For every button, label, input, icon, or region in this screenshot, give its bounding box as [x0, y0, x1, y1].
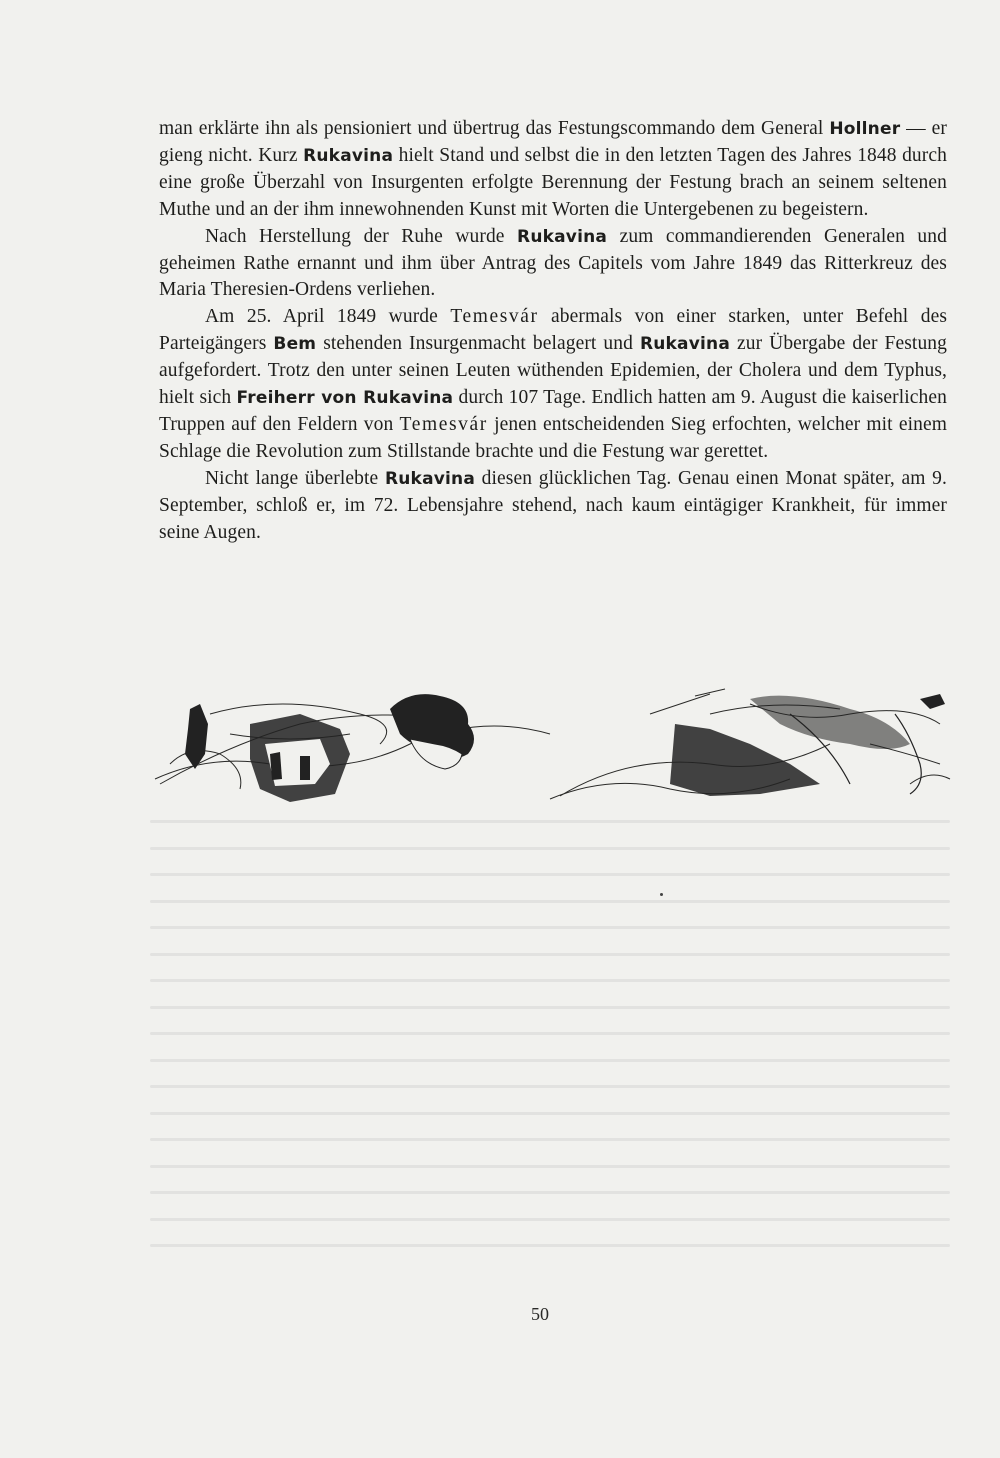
bold-name: Rukavina — [639, 334, 730, 355]
paragraph-4: Nicht lange überlebte Rukavina diesen glücklichen Tag. Genau einen Monat später, am 9. September, schloß er, im 72. Lebensjahre stehend, nach kaum eintägiger Krankheit, für immer seine Augen. — [159, 467, 948, 543]
decorative-vignette-illustration — [150, 684, 960, 810]
bold-name: Hollner — [829, 119, 901, 139]
bold-name: Freiherr von Rukavina — [236, 388, 454, 409]
bold-name: Rukavina — [384, 468, 476, 489]
paragraph-1: man erklärte ihn als pensioniert und übertrug das Festungscommando dem General Hollner — er gieng nicht. Kurz Rukavina hielt Stand und selbst die in den letzten Tagen des Jahres 1848 durch eine große Überzahl von Insurgenten erfolgte Berennung der Festung brach an seinem seltenen Muthe und an der ihm innewohnenden Kunst mit Worten die Untergebenen zu begeistern. — [159, 118, 947, 220]
page-number: 50 — [531, 1304, 549, 1324]
paragraph-2: Nach Herstellung der Ruhe wurde Rukavina zum commandierenden Generalen und geheimen Rathe ernannt und ihm über Antrag des Capitels vom Jahre 1849 das Ritterkreuz des Maria Theresien-Ordens verliehen. — [159, 225, 947, 301]
bold-name: Bem — [273, 334, 317, 355]
show-through-from-reverse-page — [150, 820, 950, 1290]
body-text — [159, 116, 947, 547]
spaced-place-name: Temesvár — [399, 413, 488, 435]
bold-name: Rukavina — [517, 226, 608, 247]
ink-speck — [660, 893, 663, 896]
paragraph-3: Am 25. April 1849 wurde Temesvár abermals von einer starken, unter Befehl des Parteigängers Bem stehenden Insurgenmacht belagert und Rukavina zur Übergabe der Festung aufgefordert. Trotz den unter seinen Leuten wüthenden Epidemien, der Cholera und dem Typhus, hielt sich Freiherr von Rukavina durch 107 Tage. Endlich hatten am 9. August die kaiserlichen Truppen auf den Feldern von Temesvár jenen entscheidenden Sieg erfochten, welcher mit einem Schlage die Revolution zum Stillstande brachte und die Festung war gerettet. — [159, 306, 948, 462]
bold-name: Rukavina — [303, 145, 394, 166]
spaced-place-name: Temesvár — [450, 306, 539, 328]
